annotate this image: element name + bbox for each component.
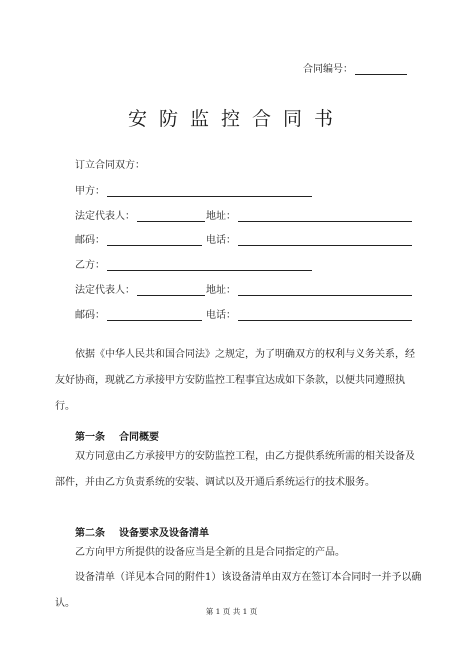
- section-2-heading: [75, 524, 209, 539]
- party-b-rep-label: 法定代表人：: [75, 285, 135, 296]
- contract-number: [303, 60, 407, 75]
- party-b-address-row: [206, 281, 412, 296]
- party-b-rep-blank: [137, 283, 205, 296]
- contract-number-label: 合同编号：: [303, 64, 353, 75]
- party-a-row: [75, 182, 312, 197]
- party-a-phone-label: 电话：: [206, 235, 236, 246]
- party-a-rep-label: 法定代表人：: [75, 211, 135, 222]
- party-b-row: [75, 256, 312, 271]
- party-b-address-label: 地址：: [206, 285, 236, 296]
- party-b-postcode-label: 邮码：: [75, 310, 105, 321]
- party-b-phone-label: 电话：: [206, 310, 236, 321]
- party-a-phone-blank: [238, 233, 412, 246]
- party-a-phone-row: [206, 231, 412, 246]
- party-b-phone-row: [206, 306, 412, 321]
- party-a-rep-blank: [137, 209, 205, 222]
- parties-intro: [75, 156, 145, 171]
- preamble-paragraph: 依据《中华人民共和国合同法》之规定，为了明确双方的权利与义务关系，经友好协商，现就乙方承接甲方安防监控工程事宜达成如下条款，以便共同遵照执行。: [55, 349, 415, 412]
- parties-intro-text: 订立合同双方：: [75, 160, 145, 171]
- party-b-label: 乙方：: [75, 260, 105, 271]
- page-footer: 第 1 页 共 1 页: [205, 607, 258, 616]
- document-title: 安防监控合同书: [127, 108, 345, 130]
- section-2-paragraph-2: 设备清单（详见本合同的附件1）该设备清单由双方在签订本合同时一并予以确认。: [55, 572, 422, 609]
- party-a-postcode-row: [75, 231, 202, 246]
- party-b-postcode-blank: [107, 308, 202, 321]
- party-b-postcode-row: [75, 306, 202, 321]
- contract-number-blank: [355, 62, 407, 75]
- party-b-rep-row: [75, 281, 205, 296]
- party-a-address-blank: [238, 209, 412, 222]
- party-a-blank: [107, 184, 312, 197]
- section-1-number: 第一条: [75, 432, 105, 443]
- section-2-title: 设备要求及设备清单: [119, 528, 209, 539]
- party-b-address-blank: [238, 283, 412, 296]
- party-a-address-row: [206, 207, 412, 222]
- party-a-label: 甲方：: [75, 186, 105, 197]
- party-a-postcode-label: 邮码：: [75, 235, 105, 246]
- section-2-number: 第二条: [75, 528, 105, 539]
- section-2-paragraph-1: 乙方向甲方所提供的设备应当是全新的且是合同指定的产品。: [75, 547, 345, 558]
- party-b-blank: [107, 258, 312, 271]
- section-1-title: 合同概要: [119, 432, 159, 443]
- party-a-address-label: 地址：: [206, 211, 236, 222]
- party-a-rep-row: [75, 207, 205, 222]
- party-b-phone-blank: [238, 308, 412, 321]
- party-a-postcode-blank: [107, 233, 202, 246]
- section-1-paragraph-1: 双方同意由乙方承接甲方的安防监控工程，由乙方提供系统所需的相关设备及部件，并由乙方负责系统的安装、调试以及开通后系统运行的技术服务。: [55, 451, 415, 488]
- section-1-heading: [75, 428, 159, 443]
